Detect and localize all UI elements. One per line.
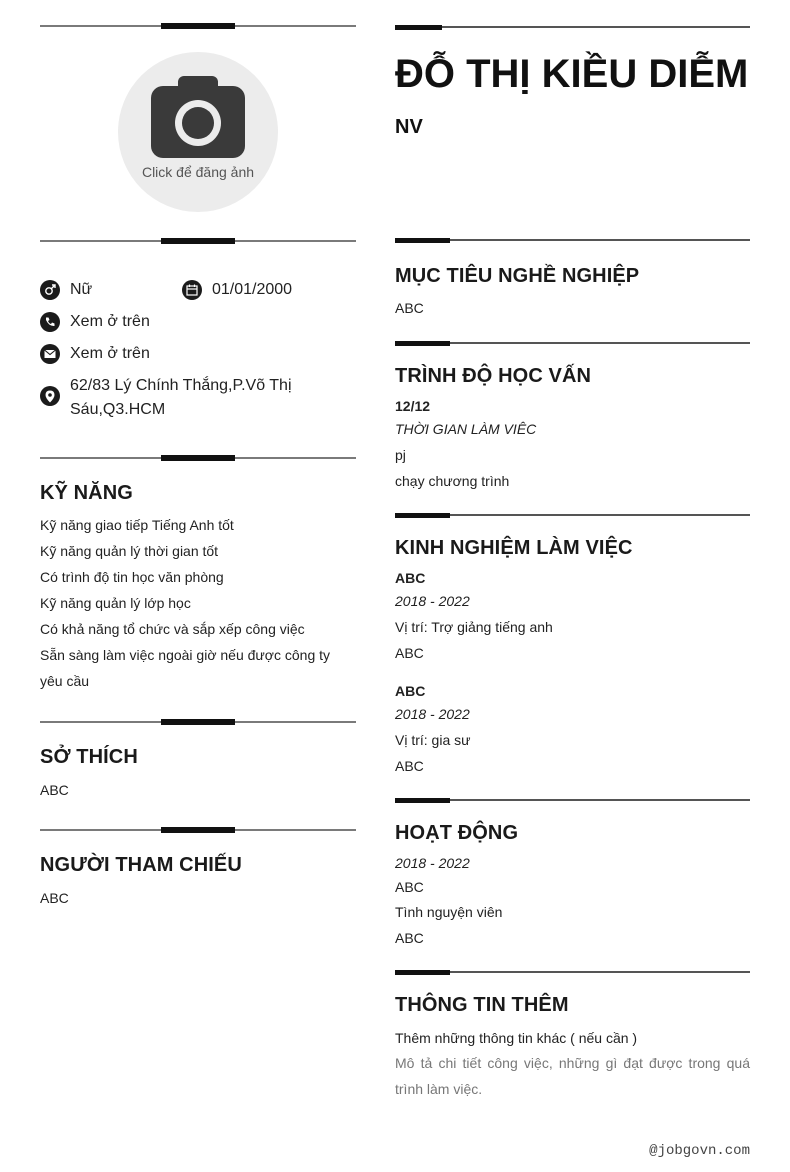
skill-item: Sẵn sàng làm việc ngoài giờ nếu được công ty yêu cầu — [40, 647, 331, 689]
divider — [40, 719, 356, 726]
birthday-value: 01/01/2000 — [212, 281, 293, 298]
mail-icon — [40, 344, 60, 364]
phone-icon — [40, 312, 60, 332]
skills-list — [40, 512, 356, 694]
extra-title: THÔNG TIN THÊM — [395, 994, 569, 1016]
divider — [395, 341, 750, 346]
avatar-caption: Click để đăng ảnh — [141, 164, 255, 180]
experience-position: Vị trí: Trợ giảng tiếng anh — [395, 619, 553, 635]
skill-item: Kỹ năng giao tiếp Tiếng Anh tốt — [40, 517, 234, 533]
divider — [395, 238, 750, 243]
objective-title: MỤC TIÊU NGHỀ NGHIỆP — [395, 265, 640, 287]
address-value: 62/83 Lý Chính Thắng,P.Võ Thị Sáu,Q3.HCM — [70, 377, 292, 418]
full-name: ĐỖ THỊ KIỀU DIỄM — [395, 52, 749, 96]
skills-title: KỸ NĂNG — [40, 482, 133, 504]
education-major: pj — [395, 447, 406, 463]
divider — [40, 827, 356, 834]
experience-time: 2018 - 2022 — [395, 593, 470, 609]
activities-time: 2018 - 2022 — [395, 855, 470, 871]
experience-company: ABC — [395, 683, 426, 699]
activities-desc: ABC — [395, 930, 424, 946]
job-title: NV — [395, 116, 423, 138]
skill-item: Có trình độ tin học văn phòng — [40, 569, 224, 585]
activities-role: Tình nguyện viên — [395, 904, 503, 920]
email-row — [40, 342, 150, 366]
education-desc: chạy chương trình — [395, 473, 510, 489]
email-value: Xem ở trên — [70, 345, 150, 362]
phone-row — [40, 310, 150, 334]
address-row — [40, 374, 300, 422]
location-icon — [40, 386, 60, 406]
experience-company: ABC — [395, 570, 426, 586]
skill-item: Có khả năng tổ chức và sắp xếp công việc — [40, 621, 305, 637]
education-school: 12/12 — [395, 398, 431, 414]
extra-desc: Mô tả chi tiết công việc, những gì đạt được trong quá trình làm việc. — [395, 1055, 750, 1097]
skill-item: Kỹ năng quản lý lớp học — [40, 595, 191, 611]
divider — [395, 25, 750, 30]
gender-icon — [40, 280, 60, 300]
experience-desc: ABC — [395, 758, 424, 774]
birthday-row — [182, 278, 292, 302]
references-title: NGƯỜI THAM CHIẾU — [40, 854, 242, 876]
activities-org: ABC — [395, 879, 424, 895]
calendar-icon — [182, 280, 202, 300]
divider — [40, 238, 356, 245]
camera-icon — [151, 76, 245, 160]
references-text: ABC — [40, 890, 69, 906]
divider — [395, 798, 750, 803]
experience-position: Vị trí: gia sư — [395, 732, 471, 748]
education-title: TRÌNH ĐỘ HỌC VẤN — [395, 365, 592, 387]
divider — [395, 970, 750, 975]
activities-title: HOẠT ĐỘNG — [395, 822, 519, 844]
divider — [40, 455, 356, 462]
education-time: THỜI GIAN LÀM VIÊC — [395, 421, 537, 437]
divider — [395, 513, 750, 518]
gender-row — [40, 278, 92, 302]
phone-value: Xem ở trên — [70, 313, 150, 330]
hobbies-title: SỞ THÍCH — [40, 746, 138, 768]
extra-text: Thêm những thông tin khác ( nếu cần ) — [395, 1030, 638, 1046]
divider — [40, 23, 356, 30]
objective-text: ABC — [395, 300, 424, 316]
experience-desc: ABC — [395, 645, 424, 661]
gender-value: Nữ — [70, 281, 93, 298]
footer-brand: @jobgovn.com — [649, 1143, 750, 1159]
avatar-upload[interactable] — [118, 52, 278, 212]
experience-time: 2018 - 2022 — [395, 706, 470, 722]
skill-item: Kỹ năng quản lý thời gian tốt — [40, 543, 219, 559]
hobbies-text: ABC — [40, 782, 69, 798]
experience-title: KINH NGHIỆM LÀM VIỆC — [395, 537, 633, 559]
